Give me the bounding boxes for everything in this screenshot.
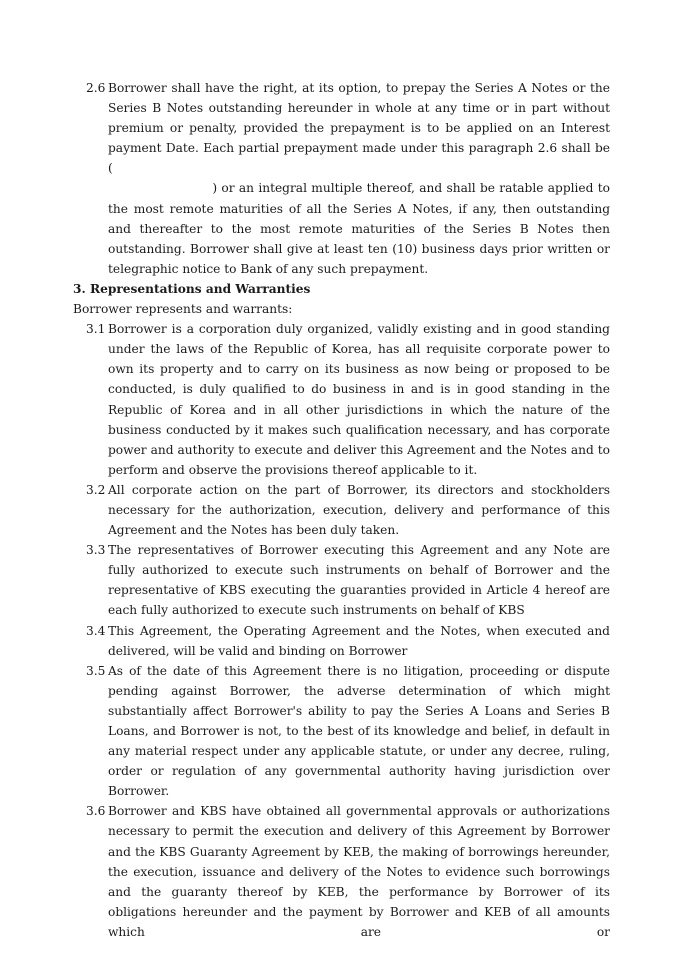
section-heading: 3. Representations and Warranties	[73, 281, 311, 296]
document-page	[73, 78, 610, 942]
clause-text: This Agreement, the Operating Agreement and the Notes, when executed and delivered, will be valid and binding on Borrower	[108, 623, 610, 658]
clause-number: 3.3	[86, 543, 106, 558]
clause-number: 3.5	[86, 663, 106, 678]
clause-number: 3.6	[86, 804, 106, 819]
clause-text: Borrower is a corporation duly organized, validly existing and in good standing under the laws of the Republic of Korea, has all requisite corporate power to own its property and to carry on its business as now being or proposed to be conducted, is duly qualified to do business in and is in good standing in the Republic of Korea and in all other jurisdictions in which the nature of the business conducted by it makes such qualification necessary, and has corporate power and authority to execute and deliver this Agreement and the Notes and to perform and observe the provisions thereof applicable to it.	[108, 322, 610, 477]
clause-number: 3.2	[86, 482, 106, 497]
clause-3-1	[73, 319, 610, 480]
clause-text: Borrower shall have the right, at its option, to prepay the Series A Notes or the Series B Notes outstanding hereunder in whole at any time or in part without premium or penalty, provided the prepayment is to be applied on an Interest payment Date. Each partial prepayment made under this paragraph 2.6 shall be (	[108, 81, 610, 176]
clause-number: 2.6	[86, 81, 106, 95]
clause-3-6	[73, 801, 610, 942]
clause-text: As of the date of this Agreement there is no litigation, proceeding or dispute pending against Borrower, the adverse determination of which might substantially affect Borrower's ability to pay the Series A Loans and Series B Loans, and Borrower is not, to the best of its knowledge and belief, in default in any material respect under any applicable statute, or under any decree, ruling, order or regulation of any governmental authority having jurisdiction over Borrower.	[108, 663, 610, 799]
clause-2-6	[73, 78, 610, 279]
clause-3-4	[73, 621, 610, 661]
clause-3-5	[73, 661, 610, 802]
clause-number: 3.4	[86, 623, 106, 638]
clause-3-3	[73, 540, 610, 620]
clause-text-continued: ) or an integral multiple thereof, and shall be ratable applied to the most remote maturities of all the Series A Notes, if any, then outstanding and thereafter to the most remote maturities of the Series B Notes then outstanding. Borrower shall give at least ten (10) business days prior written or telegraphic notice to Bank of any such prepayment.	[108, 181, 610, 276]
clause-number: 3.1	[86, 322, 106, 337]
clause-text: Borrower and KBS have obtained all governmental approvals or authorizations necessary to permit the execution and delivery of this Agreement by Borrower and the KBS Guaranty Agreement by KEB, the making of borrowings hereunder, the execution, issuance and delivery of the Notes to evidence such borrowings and the guaranty thereof by KEB, the performance by Borrower of its obligations hereunder and the payment by Borrower and KEB of all amounts which are or	[108, 804, 610, 939]
clause-text: All corporate action on the part of Borrower, its directors and stockholders necessary for the authorization, execution, delivery and performance of this Agreement and the Notes has been duly taken.	[108, 482, 610, 538]
clause-3-2	[73, 480, 610, 540]
section-intro: Borrower represents and warrants:	[73, 302, 293, 317]
clause-text: The representatives of Borrower executing this Agreement and any Note are fully authorized to execute such instruments on behalf of Borrower and the representative of KBS executing the guaranties provided in Article 4 hereof are each fully authorized to execute such instruments on behalf of KBS	[108, 543, 610, 618]
